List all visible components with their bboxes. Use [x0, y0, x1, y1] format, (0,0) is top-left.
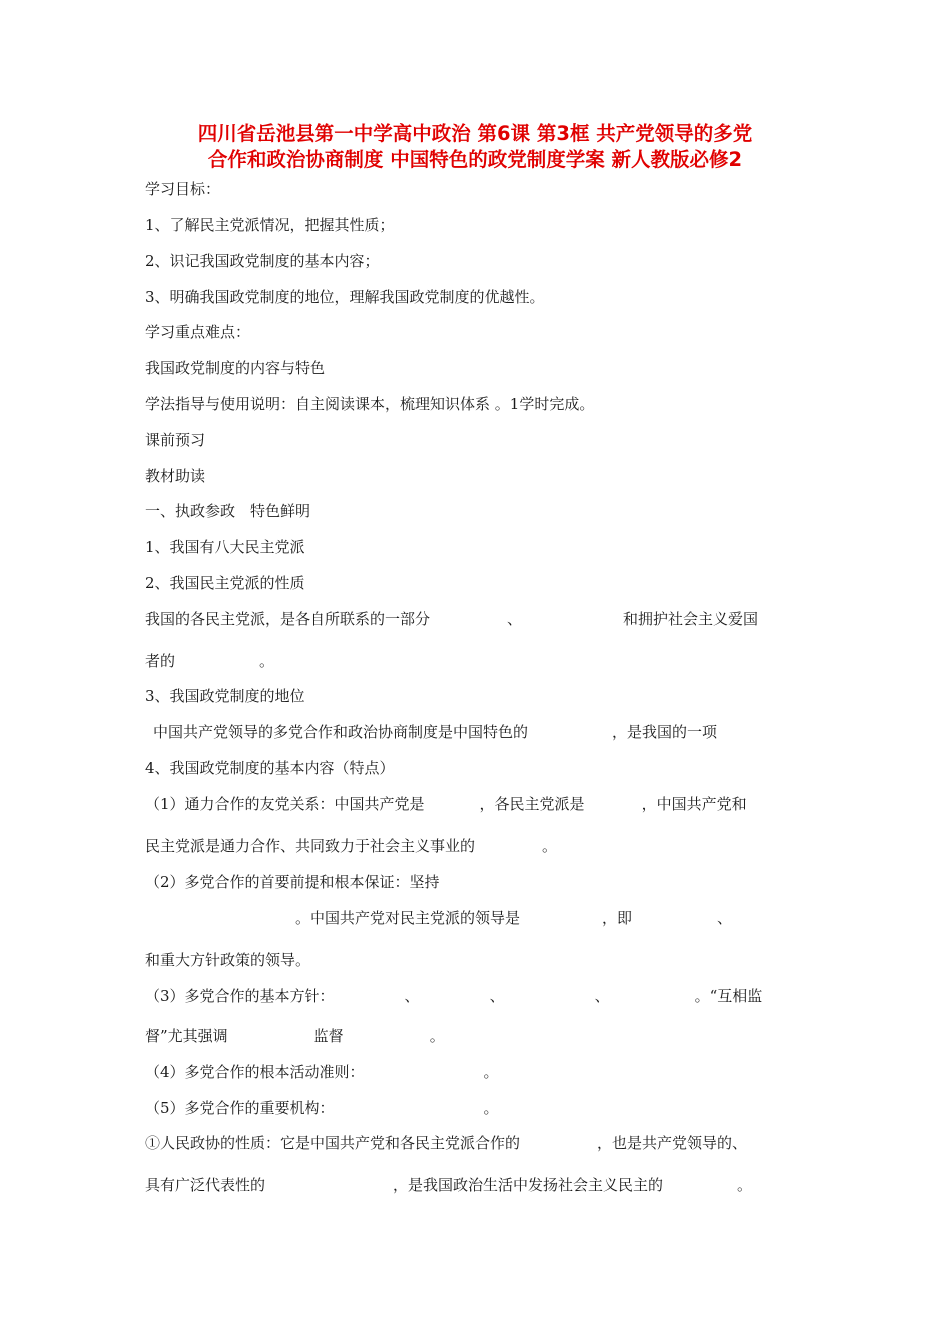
- point-1-d: 民主党派是通力合作、共同致力于社会主义事业的: [145, 837, 476, 855]
- title-line-1: 四川省岳池县第一中学高中政治 第6课 第3框 共产党领导的多党: [197, 122, 753, 145]
- cppcc-line-1: [145, 1133, 747, 1153]
- point-1-e: 。: [542, 837, 558, 855]
- point-1-b: ，各民主党派是: [479, 795, 585, 813]
- item-2-text-b: 、: [507, 610, 523, 628]
- item-2-text-line-1: [145, 609, 758, 629]
- item-2-text-a: 我国的各民主党派，是各自所联系的一部分: [145, 610, 431, 628]
- point-3-c: 、: [489, 987, 505, 1005]
- document-title: [120, 121, 830, 173]
- point-3-f: 督”尤其强调: [145, 1027, 228, 1045]
- point-3-a: （3）多党合作的基本方针：: [145, 987, 335, 1005]
- item-2: 2、我国民主党派的性质: [145, 574, 305, 592]
- item-2-text-e: 。: [259, 652, 275, 670]
- study-guide: 学法指导与使用说明：自主阅读课本，梳理知识体系 。1学时完成。: [145, 395, 595, 413]
- item-3: 3、我国政党制度的地位: [145, 687, 305, 705]
- reading-heading: 教材助读: [145, 467, 206, 485]
- goal-1: 1、了解民主党派情况，把握其性质；: [145, 216, 395, 234]
- point-3-g: 监督: [313, 1027, 344, 1045]
- item-2-text-d: 者的: [145, 652, 176, 670]
- point-1-line-2: [145, 836, 557, 856]
- point-2-line-2: [145, 908, 732, 928]
- point-4-a: （4）多党合作的根本活动准则：: [145, 1063, 365, 1081]
- key-content: 我国政党制度的内容与特色: [145, 359, 326, 377]
- section-1-heading: 一、执政参政 特色鲜明: [145, 502, 311, 520]
- key-heading: 学习重点难点：: [145, 323, 251, 341]
- cppcc-d: ，是我国政治生活中发扬社会主义民主的: [393, 1176, 664, 1194]
- point-2-c: ，即: [602, 909, 633, 927]
- point-3-b: 、: [404, 987, 420, 1005]
- point-3-line-1: [145, 986, 762, 1006]
- point-4-b: 。: [483, 1063, 499, 1081]
- point-2-d: 、: [717, 909, 733, 927]
- point-2-line-1: （2）多党合作的首要前提和根本保证：坚持: [145, 873, 440, 891]
- point-3-h: 。: [429, 1027, 445, 1045]
- cppcc-c: 具有广泛代表性的: [145, 1176, 266, 1194]
- point-4: [145, 1062, 499, 1082]
- cppcc-a: ①人民政协的性质：它是中国共产党和各民主党派合作的: [145, 1134, 521, 1152]
- cppcc-line-2: [145, 1175, 752, 1195]
- item-3-text: [153, 722, 717, 742]
- cppcc-e: 。: [737, 1176, 753, 1194]
- point-1-c: ，中国共产党和: [641, 795, 747, 813]
- point-3-line-2: [145, 1026, 445, 1046]
- preview-heading: 课前预习: [145, 431, 206, 449]
- point-1-line-1: [145, 794, 747, 814]
- point-5-a: （5）多党合作的重要机构：: [145, 1099, 335, 1117]
- point-3-e: 。“互相监: [694, 987, 763, 1005]
- item-3-text-b: ，是我国的一项: [612, 723, 718, 741]
- item-2-text-c: 和拥护社会主义爱国: [623, 610, 759, 628]
- title-line-2: 合作和政治协商制度 中国特色的政党制度学案 新人教版必修2: [207, 148, 743, 171]
- item-4: 4、我国政党制度的基本内容（特点）: [145, 759, 395, 777]
- goals-heading: 学习目标：: [145, 180, 221, 198]
- point-3-d: 、: [594, 987, 610, 1005]
- point-5: [145, 1098, 499, 1118]
- point-2-line-3: 和重大方针政策的领导。: [145, 951, 311, 969]
- goal-2: 2、识记我国政党制度的基本内容；: [145, 252, 380, 270]
- cppcc-b: ，也是共产党领导的、: [597, 1134, 748, 1152]
- item-3-text-a: 中国共产党领导的多党合作和政治协商制度是中国特色的: [153, 723, 529, 741]
- item-2-text-line-2: [145, 651, 274, 671]
- point-5-b: 。: [483, 1099, 499, 1117]
- item-1: 1、我国有八大民主党派: [145, 538, 305, 556]
- goal-3: 3、明确我国政党制度的地位，理解我国政党制度的优越性。: [145, 288, 545, 306]
- point-1-a: （1）通力合作的友党关系：中国共产党是: [145, 795, 425, 813]
- point-2-b: 。中国共产党对民主党派的领导是: [295, 909, 521, 927]
